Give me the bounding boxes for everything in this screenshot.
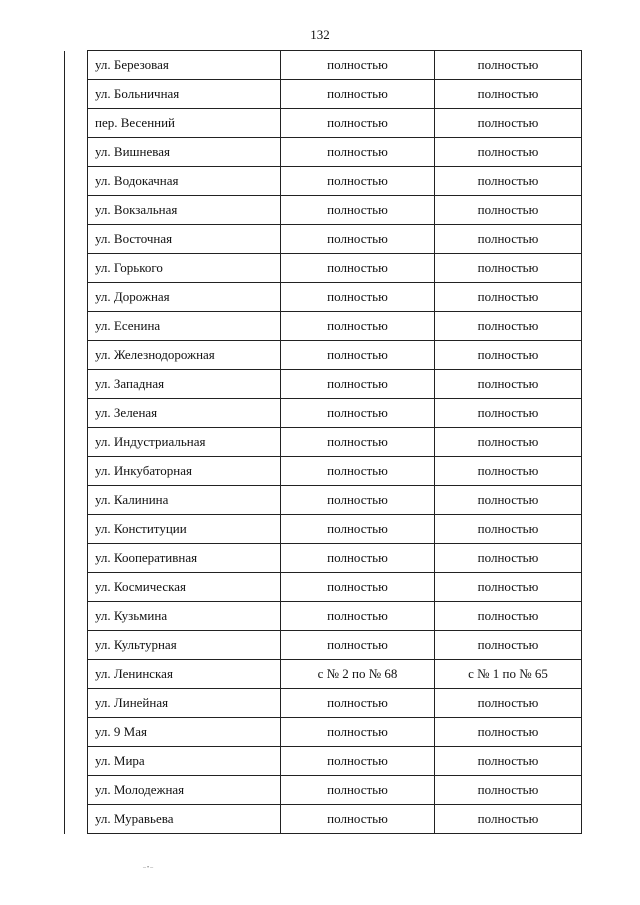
table-row	[65, 602, 582, 631]
row-number-cell	[65, 602, 88, 631]
table-row	[65, 573, 582, 602]
table-row	[65, 428, 582, 457]
odd-houses-cell: полностью	[435, 399, 582, 428]
row-number-cell	[65, 573, 88, 602]
odd-houses-cell: полностью	[435, 515, 582, 544]
odd-houses-cell: полностью	[435, 312, 582, 341]
street-name-cell: пер. Весенний	[88, 109, 281, 138]
street-name-cell: ул. Космическая	[88, 573, 281, 602]
table-row	[65, 689, 582, 718]
table-row	[65, 457, 582, 486]
row-number-cell	[65, 544, 88, 573]
street-name-cell: ул. Водокачная	[88, 167, 281, 196]
odd-houses-cell: полностью	[435, 631, 582, 660]
even-houses-cell: полностью	[281, 341, 435, 370]
street-name-cell: ул. Молодежная	[88, 776, 281, 805]
street-name-cell: ул. Дорожная	[88, 283, 281, 312]
street-name-cell: ул. Мира	[88, 747, 281, 776]
street-name-cell: ул. Больничная	[88, 80, 281, 109]
street-name-cell: ул. Ленинская	[88, 660, 281, 689]
odd-houses-cell: полностью	[435, 544, 582, 573]
even-houses-cell: полностью	[281, 399, 435, 428]
row-number-cell	[65, 225, 88, 254]
street-name-cell: ул. Культурная	[88, 631, 281, 660]
odd-houses-cell: полностью	[435, 805, 582, 834]
street-name-cell: ул. Муравьева	[88, 805, 281, 834]
street-name-cell: ул. Березовая	[88, 51, 281, 80]
table-row	[65, 51, 582, 80]
street-name-cell: ул. Линейная	[88, 689, 281, 718]
even-houses-cell: полностью	[281, 457, 435, 486]
row-number-cell	[65, 805, 88, 834]
row-number-cell	[65, 80, 88, 109]
row-number-cell	[65, 109, 88, 138]
row-number-cell	[65, 631, 88, 660]
even-houses-cell: полностью	[281, 776, 435, 805]
even-houses-cell: полностью	[281, 225, 435, 254]
odd-houses-cell: полностью	[435, 109, 582, 138]
streets-table	[64, 50, 582, 834]
table-row	[65, 370, 582, 399]
even-houses-cell: полностью	[281, 312, 435, 341]
odd-houses-cell: полностью	[435, 689, 582, 718]
odd-houses-cell: полностью	[435, 51, 582, 80]
even-houses-cell: полностью	[281, 747, 435, 776]
even-houses-cell: полностью	[281, 718, 435, 747]
table-row	[65, 341, 582, 370]
table-row	[65, 109, 582, 138]
table-row	[65, 225, 582, 254]
even-houses-cell: полностью	[281, 370, 435, 399]
even-houses-cell: полностью	[281, 138, 435, 167]
even-houses-cell: полностью	[281, 486, 435, 515]
row-number-cell	[65, 660, 88, 689]
row-number-cell	[65, 515, 88, 544]
street-name-cell: ул. Индустриальная	[88, 428, 281, 457]
odd-houses-cell: полностью	[435, 225, 582, 254]
odd-houses-cell: полностью	[435, 196, 582, 225]
odd-houses-cell: полностью	[435, 254, 582, 283]
odd-houses-cell: полностью	[435, 573, 582, 602]
page-number: 132	[310, 27, 330, 42]
odd-houses-cell: полностью	[435, 718, 582, 747]
street-name-cell: ул. Инкубаторная	[88, 457, 281, 486]
row-number-cell	[65, 747, 88, 776]
street-name-cell: ул. Восточная	[88, 225, 281, 254]
odd-houses-cell: с № 1 по № 65	[435, 660, 582, 689]
row-number-cell	[65, 689, 88, 718]
street-name-cell: ул. Горького	[88, 254, 281, 283]
table-row	[65, 805, 582, 834]
table-row	[65, 747, 582, 776]
even-houses-cell: полностью	[281, 573, 435, 602]
odd-houses-cell: полностью	[435, 428, 582, 457]
table-row	[65, 718, 582, 747]
scan-mark: –•–	[143, 865, 155, 871]
even-houses-cell: полностью	[281, 428, 435, 457]
table-row	[65, 515, 582, 544]
street-name-cell: ул. Зеленая	[88, 399, 281, 428]
odd-houses-cell: полностью	[435, 370, 582, 399]
row-number-cell	[65, 428, 88, 457]
even-houses-cell: с № 2 по № 68	[281, 660, 435, 689]
row-number-cell	[65, 196, 88, 225]
street-name-cell: ул. Кузьмина	[88, 602, 281, 631]
even-houses-cell: полностью	[281, 254, 435, 283]
table-row	[65, 254, 582, 283]
odd-houses-cell: полностью	[435, 747, 582, 776]
table-row	[65, 80, 582, 109]
table-row	[65, 196, 582, 225]
table-row	[65, 312, 582, 341]
row-number-cell	[65, 254, 88, 283]
odd-houses-cell: полностью	[435, 80, 582, 109]
even-houses-cell: полностью	[281, 196, 435, 225]
even-houses-cell: полностью	[281, 80, 435, 109]
odd-houses-cell: полностью	[435, 602, 582, 631]
even-houses-cell: полностью	[281, 109, 435, 138]
row-number-cell	[65, 167, 88, 196]
even-houses-cell: полностью	[281, 515, 435, 544]
even-houses-cell: полностью	[281, 602, 435, 631]
table-row	[65, 631, 582, 660]
street-name-cell: ул. Есенина	[88, 312, 281, 341]
row-number-cell	[65, 457, 88, 486]
row-number-cell	[65, 312, 88, 341]
even-houses-cell: полностью	[281, 167, 435, 196]
street-name-cell: ул. 9 Мая	[88, 718, 281, 747]
table-row	[65, 660, 582, 689]
table-row	[65, 486, 582, 515]
streets-table-body	[65, 51, 582, 834]
even-houses-cell: полностью	[281, 51, 435, 80]
street-name-cell: ул. Кооперативная	[88, 544, 281, 573]
row-number-cell	[65, 370, 88, 399]
odd-houses-cell: полностью	[435, 283, 582, 312]
odd-houses-cell: полностью	[435, 776, 582, 805]
street-name-cell: ул. Вокзальная	[88, 196, 281, 225]
row-number-cell	[65, 341, 88, 370]
row-number-cell	[65, 776, 88, 805]
table-row	[65, 283, 582, 312]
row-number-cell	[65, 138, 88, 167]
street-name-cell: ул. Железнодорожная	[88, 341, 281, 370]
row-number-cell	[65, 486, 88, 515]
even-houses-cell: полностью	[281, 689, 435, 718]
row-number-cell	[65, 283, 88, 312]
even-houses-cell: полностью	[281, 544, 435, 573]
row-number-cell	[65, 51, 88, 80]
table-row	[65, 776, 582, 805]
street-name-cell: ул. Западная	[88, 370, 281, 399]
row-number-cell	[65, 399, 88, 428]
odd-houses-cell: полностью	[435, 486, 582, 515]
odd-houses-cell: полностью	[435, 167, 582, 196]
street-name-cell: ул. Конституции	[88, 515, 281, 544]
table-row	[65, 138, 582, 167]
even-houses-cell: полностью	[281, 631, 435, 660]
street-name-cell: ул. Вишневая	[88, 138, 281, 167]
odd-houses-cell: полностью	[435, 341, 582, 370]
street-name-cell: ул. Калинина	[88, 486, 281, 515]
odd-houses-cell: полностью	[435, 457, 582, 486]
even-houses-cell: полностью	[281, 283, 435, 312]
odd-houses-cell: полностью	[435, 138, 582, 167]
streets-table-container	[64, 50, 578, 834]
table-row	[65, 399, 582, 428]
table-row	[65, 167, 582, 196]
row-number-cell	[65, 718, 88, 747]
even-houses-cell: полностью	[281, 805, 435, 834]
table-row	[65, 544, 582, 573]
